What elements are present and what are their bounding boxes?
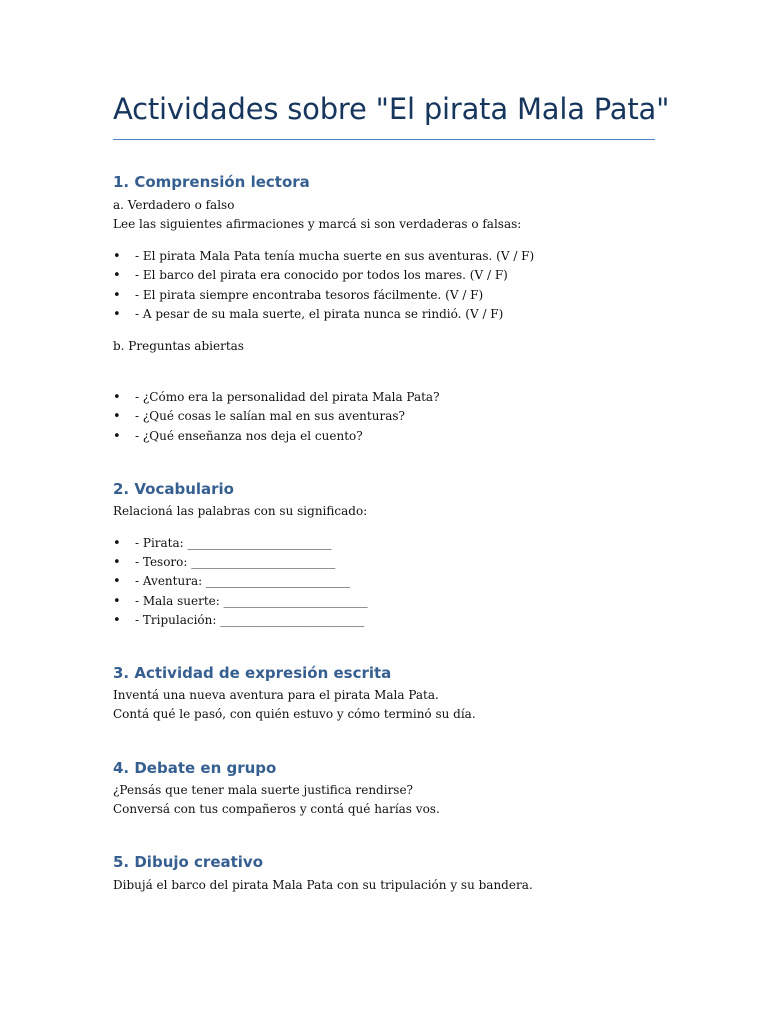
list-item-text: - Tripulación: ________________________ xyxy=(135,613,365,627)
instruction-text: Relacioná las palabras con su significado: xyxy=(113,504,368,518)
list-item-text: - ¿Qué enseñanza nos deja el cuento? xyxy=(135,429,363,443)
bullet-icon: • xyxy=(113,268,121,283)
paragraph-line: Contá qué le pasó, con quién estuvo y cómo terminó su día. xyxy=(113,707,476,721)
subsection-label-b: b. Preguntas abiertas xyxy=(113,339,244,353)
list-item-text: - Mala suerte: ________________________ xyxy=(135,594,368,608)
paragraph-line: ¿Pensás que tener mala suerte justifica rendirse? xyxy=(113,783,413,797)
bullet-icon: • xyxy=(113,555,121,570)
section-heading-dibujo: 5. Dibujo creativo xyxy=(113,853,264,871)
paragraph-line: Inventá una nueva aventura para el pirata Mala Pata. xyxy=(113,688,439,702)
bullet-icon: • xyxy=(113,390,121,405)
bullet-icon: • xyxy=(113,613,121,628)
bullet-icon: • xyxy=(113,429,121,444)
bullet-icon: • xyxy=(113,249,121,264)
title-underline xyxy=(113,139,655,140)
instruction-text: Lee las siguientes afirmaciones y marcá si son verdaderas o falsas: xyxy=(113,217,522,231)
bullet-icon: • xyxy=(113,594,121,609)
bullet-icon: • xyxy=(113,574,121,589)
list-item-text: - A pesar de su mala suerte, el pirata nunca se rindió. (V / F) xyxy=(135,307,504,321)
list-item-text: - ¿Cómo era la personalidad del pirata Mala Pata? xyxy=(135,390,440,404)
subsection-label-a: a. Verdadero o falso xyxy=(113,198,235,212)
bullet-icon: • xyxy=(113,536,121,551)
bullet-icon: • xyxy=(113,409,121,424)
list-item-text: - El barco del pirata era conocido por todos los mares. (V / F) xyxy=(135,268,508,282)
bullet-icon: • xyxy=(113,288,121,303)
list-item-text: - ¿Qué cosas le salían mal en sus aventuras? xyxy=(135,409,405,423)
list-item-text: - Aventura: ________________________ xyxy=(135,574,350,588)
list-item-text: - El pirata siempre encontraba tesoros fácilmente. (V / F) xyxy=(135,288,484,302)
list-item-text: - Pirata: ________________________ xyxy=(135,536,332,550)
bullet-icon: • xyxy=(113,307,121,322)
section-heading-debate: 4. Debate en grupo xyxy=(113,759,277,777)
list-item-text: - Tesoro: ________________________ xyxy=(135,555,336,569)
paragraph-line: Conversá con tus compañeros y contá qué harías vos. xyxy=(113,802,440,816)
paragraph-line: Dibujá el barco del pirata Mala Pata con su tripulación y su bandera. xyxy=(113,878,533,892)
section-heading-vocabulario: 2. Vocabulario xyxy=(113,480,234,498)
document-title: Actividades sobre "El pirata Mala Pata" xyxy=(113,92,670,126)
list-item-text: - El pirata Mala Pata tenía mucha suerte en sus aventuras. (V / F) xyxy=(135,249,535,263)
section-heading-expresion: 3. Actividad de expresión escrita xyxy=(113,664,392,682)
section-heading-comprension: 1. Comprensión lectora xyxy=(113,173,310,191)
